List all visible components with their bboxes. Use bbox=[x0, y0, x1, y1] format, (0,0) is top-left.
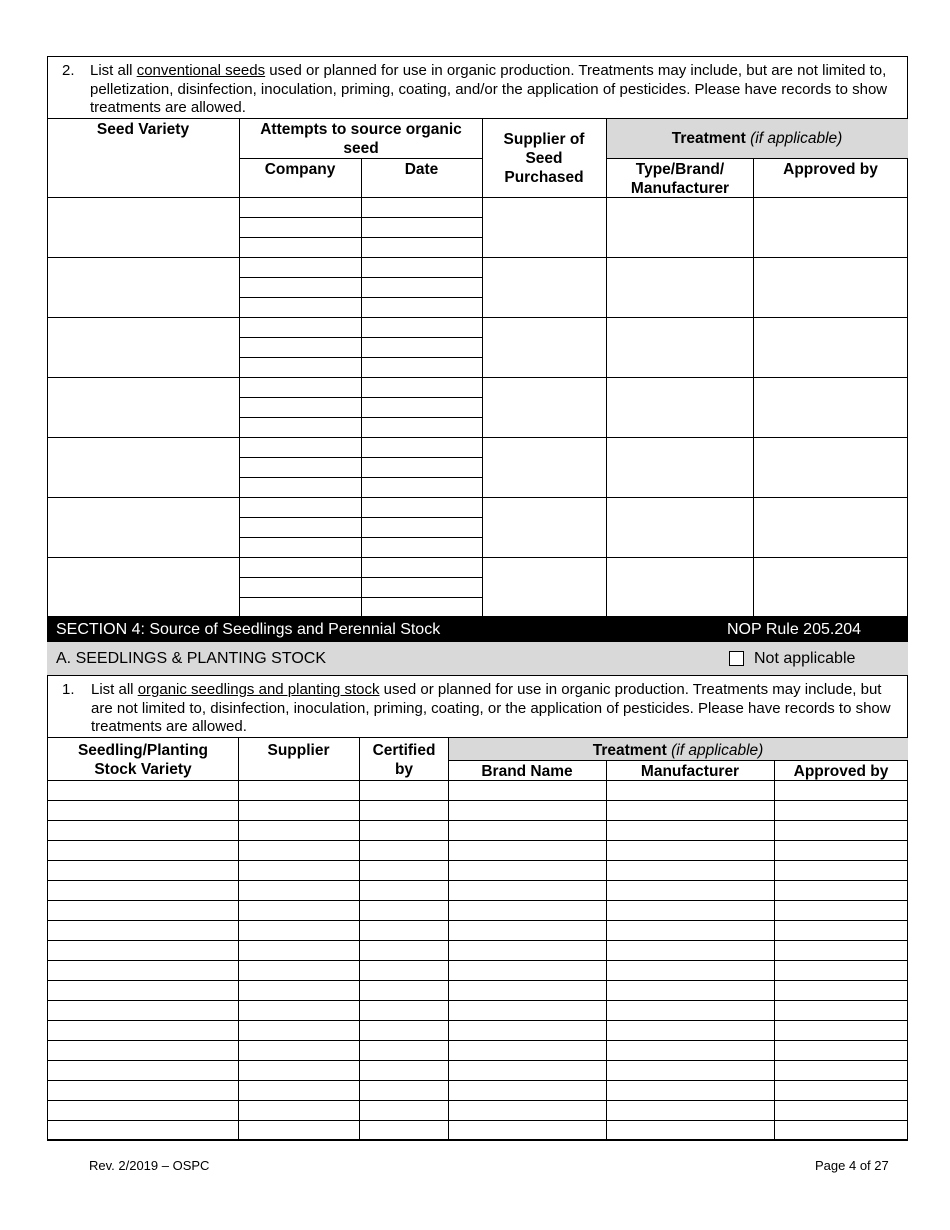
question-2-pre: List all bbox=[90, 62, 137, 79]
type-brand-field[interactable] bbox=[606, 377, 753, 437]
supplier-field[interactable] bbox=[238, 840, 359, 860]
col-approved-by: Approved by bbox=[783, 161, 878, 178]
question-1-number: 1. bbox=[62, 681, 75, 698]
supplier-field[interactable] bbox=[482, 317, 606, 377]
manufacturer-field[interactable] bbox=[606, 940, 774, 960]
manufacturer-field[interactable] bbox=[606, 800, 774, 820]
date-field[interactable] bbox=[361, 597, 482, 617]
column-line bbox=[774, 760, 775, 1140]
row-group-line bbox=[47, 557, 908, 558]
brand-name-field[interactable] bbox=[448, 820, 606, 840]
manufacturer-field[interactable] bbox=[606, 980, 774, 1000]
sub-row-line bbox=[239, 517, 482, 518]
type-brand-field[interactable] bbox=[606, 497, 753, 557]
certified-by-field[interactable] bbox=[359, 1020, 448, 1040]
approved-by-field[interactable] bbox=[753, 257, 908, 317]
question-1-underlined: organic seedlings and planting stock bbox=[137, 681, 380, 698]
brand-name-field[interactable] bbox=[448, 1100, 606, 1120]
column-line bbox=[448, 737, 449, 1140]
approved-by-field[interactable] bbox=[774, 1120, 908, 1140]
approved-by-field[interactable] bbox=[774, 980, 908, 1000]
date-field[interactable] bbox=[361, 457, 482, 477]
brand-name-field[interactable] bbox=[448, 1060, 606, 1080]
col-company: Company bbox=[264, 161, 336, 178]
section-4-bar bbox=[47, 616, 908, 642]
company-field[interactable] bbox=[239, 557, 361, 577]
sub-row-line bbox=[239, 337, 482, 338]
question-2-number: 2. bbox=[62, 62, 75, 79]
company-field[interactable] bbox=[239, 517, 361, 537]
question-2-text bbox=[90, 62, 895, 118]
question-1-text bbox=[91, 681, 897, 737]
manufacturer-field[interactable] bbox=[606, 1100, 774, 1120]
approved-by-field[interactable] bbox=[774, 900, 908, 920]
supplier-field[interactable] bbox=[482, 437, 606, 497]
variety-field[interactable] bbox=[47, 1040, 238, 1060]
company-field[interactable] bbox=[239, 217, 361, 237]
approved-by-field[interactable] bbox=[774, 840, 908, 860]
sub-row-line bbox=[239, 277, 482, 278]
approved-by-field[interactable] bbox=[753, 437, 908, 497]
date-field[interactable] bbox=[361, 317, 482, 337]
date-field[interactable] bbox=[361, 437, 482, 457]
company-field[interactable] bbox=[239, 357, 361, 377]
certified-by-field[interactable] bbox=[359, 940, 448, 960]
row-group-line bbox=[47, 437, 908, 438]
brand-name-field[interactable] bbox=[448, 920, 606, 940]
supplier-field[interactable] bbox=[238, 800, 359, 820]
variety-field[interactable] bbox=[47, 1120, 238, 1140]
company-field[interactable] bbox=[239, 397, 361, 417]
col-seedling-approved-by: Approved by bbox=[793, 763, 889, 780]
table-row-line bbox=[47, 1140, 908, 1141]
seed-variety-field[interactable] bbox=[47, 377, 239, 437]
seedling-treatment-note: (if applicable) bbox=[671, 742, 764, 759]
not-applicable-label: Not applicable bbox=[754, 650, 856, 667]
question-2-underlined: conventional seeds bbox=[136, 62, 266, 79]
supplier-field[interactable] bbox=[238, 1000, 359, 1020]
question-1-pre: List all bbox=[91, 681, 138, 698]
company-field[interactable] bbox=[239, 437, 361, 457]
supplier-field[interactable] bbox=[238, 1060, 359, 1080]
variety-field[interactable] bbox=[47, 860, 238, 880]
variety-field[interactable] bbox=[47, 1080, 238, 1100]
approved-by-field[interactable] bbox=[774, 1060, 908, 1080]
brand-name-field[interactable] bbox=[448, 1040, 606, 1060]
certified-by-field[interactable] bbox=[359, 1080, 448, 1100]
date-field[interactable] bbox=[361, 357, 482, 377]
certified-by-field[interactable] bbox=[359, 820, 448, 840]
supplier-field[interactable] bbox=[238, 1120, 359, 1140]
variety-field[interactable] bbox=[47, 980, 238, 1000]
sub-row-line bbox=[239, 217, 482, 218]
approved-by-field[interactable] bbox=[753, 197, 908, 257]
brand-name-field[interactable] bbox=[448, 880, 606, 900]
manufacturer-field[interactable] bbox=[606, 1080, 774, 1100]
question-1-post: used or planned for use in organic production. Treatments may include, but are not limited to, disinfection, inoculation, priming, coating, or the application of pesticides. Please have records to show treatments are allowed. bbox=[91, 681, 891, 735]
col-attempts-source: Attempts to source organic seed bbox=[260, 121, 462, 157]
date-field[interactable] bbox=[361, 397, 482, 417]
certified-by-field[interactable] bbox=[359, 800, 448, 820]
date-field[interactable] bbox=[361, 337, 482, 357]
manufacturer-field[interactable] bbox=[606, 900, 774, 920]
date-field[interactable] bbox=[361, 417, 482, 437]
certified-by-field[interactable] bbox=[359, 1120, 448, 1140]
supplier-field[interactable] bbox=[238, 780, 359, 800]
seed-variety-field[interactable] bbox=[47, 257, 239, 317]
manufacturer-field[interactable] bbox=[606, 1060, 774, 1080]
row-group-line bbox=[47, 257, 908, 258]
brand-name-field[interactable] bbox=[448, 840, 606, 860]
col-treatment bbox=[606, 129, 908, 148]
approved-by-field[interactable] bbox=[774, 1040, 908, 1060]
supplier-field[interactable] bbox=[238, 1020, 359, 1040]
brand-name-field[interactable] bbox=[448, 1020, 606, 1040]
sub-row-line bbox=[239, 417, 482, 418]
certified-by-field[interactable] bbox=[359, 840, 448, 860]
seed-variety-field[interactable] bbox=[47, 437, 239, 497]
certified-by-field[interactable] bbox=[359, 1060, 448, 1080]
approved-by-field[interactable] bbox=[774, 960, 908, 980]
variety-field[interactable] bbox=[47, 780, 238, 800]
certified-by-field[interactable] bbox=[359, 880, 448, 900]
column-line bbox=[606, 760, 607, 1140]
seedling-treatment-label: Treatment bbox=[592, 742, 667, 759]
date-field[interactable] bbox=[361, 217, 482, 237]
manufacturer-field[interactable] bbox=[606, 920, 774, 940]
approved-by-field[interactable] bbox=[774, 1020, 908, 1040]
section-4-rule: NOP Rule 205.204 bbox=[727, 621, 862, 638]
company-field[interactable] bbox=[239, 537, 361, 557]
company-field[interactable] bbox=[239, 277, 361, 297]
company-field[interactable] bbox=[239, 317, 361, 337]
variety-field[interactable] bbox=[47, 820, 238, 840]
company-field[interactable] bbox=[239, 457, 361, 477]
brand-name-field[interactable] bbox=[448, 860, 606, 880]
variety-field[interactable] bbox=[47, 960, 238, 980]
date-field[interactable] bbox=[361, 557, 482, 577]
variety-field[interactable] bbox=[47, 900, 238, 920]
footer-page-number: Page 4 of 27 bbox=[815, 1158, 889, 1173]
manufacturer-field[interactable] bbox=[606, 820, 774, 840]
type-brand-field[interactable] bbox=[606, 557, 753, 617]
treatment-note: (if applicable) bbox=[750, 130, 843, 147]
sub-row-line bbox=[239, 477, 482, 478]
brand-name-field[interactable] bbox=[448, 800, 606, 820]
supplier-field[interactable] bbox=[238, 960, 359, 980]
manufacturer-field[interactable] bbox=[606, 880, 774, 900]
sub-row-line bbox=[239, 577, 482, 578]
sub-row-line bbox=[239, 237, 482, 238]
supplier-field[interactable] bbox=[238, 880, 359, 900]
variety-field[interactable] bbox=[47, 1100, 238, 1120]
manufacturer-field[interactable] bbox=[606, 1120, 774, 1140]
variety-field[interactable] bbox=[47, 940, 238, 960]
approved-by-field[interactable] bbox=[774, 780, 908, 800]
approved-by-field[interactable] bbox=[774, 800, 908, 820]
certified-by-field[interactable] bbox=[359, 980, 448, 1000]
subsection-a-bar bbox=[47, 642, 908, 675]
company-field[interactable] bbox=[239, 257, 361, 277]
seed-variety-field[interactable] bbox=[47, 317, 239, 377]
manufacturer-field[interactable] bbox=[606, 860, 774, 880]
date-field[interactable] bbox=[361, 517, 482, 537]
col-seed-variety: Seed Variety bbox=[96, 121, 190, 138]
manufacturer-field[interactable] bbox=[606, 840, 774, 860]
approved-by-field[interactable] bbox=[774, 820, 908, 840]
supplier-field[interactable] bbox=[238, 1080, 359, 1100]
supplier-field[interactable] bbox=[238, 1100, 359, 1120]
col-seedling-supplier: Supplier bbox=[267, 742, 330, 759]
subsection-a-title: A. SEEDLINGS & PLANTING STOCK bbox=[56, 650, 326, 667]
company-field[interactable] bbox=[239, 197, 361, 217]
brand-name-field[interactable] bbox=[448, 1120, 606, 1140]
variety-field[interactable] bbox=[47, 800, 238, 820]
date-field[interactable] bbox=[361, 237, 482, 257]
variety-field[interactable] bbox=[47, 920, 238, 940]
date-field[interactable] bbox=[361, 497, 482, 517]
company-field[interactable] bbox=[239, 497, 361, 517]
col-certified-by: Certified by bbox=[372, 742, 436, 778]
seed-variety-field[interactable] bbox=[47, 557, 239, 617]
type-brand-field[interactable] bbox=[606, 197, 753, 257]
approved-by-field[interactable] bbox=[774, 880, 908, 900]
supplier-field[interactable] bbox=[238, 920, 359, 940]
manufacturer-field[interactable] bbox=[606, 960, 774, 980]
supplier-field[interactable] bbox=[238, 860, 359, 880]
col-supplier-of-seed: Supplier of Seed Purchased bbox=[503, 131, 585, 186]
certified-by-field[interactable] bbox=[359, 1000, 448, 1020]
question-2-post: used or planned for use in organic production. Treatments may include, but are not limited to, pelletization, disinfection, inoculation, priming, coating, and/or the application of pesticides. Please have records to show treatments are allowed. bbox=[90, 62, 888, 116]
manufacturer-field[interactable] bbox=[606, 780, 774, 800]
supplier-field[interactable] bbox=[238, 820, 359, 840]
supplier-field[interactable] bbox=[482, 257, 606, 317]
approved-by-field[interactable] bbox=[774, 1100, 908, 1120]
sub-row-line bbox=[239, 297, 482, 298]
approved-by-field[interactable] bbox=[774, 860, 908, 880]
row-group-line bbox=[47, 317, 908, 318]
supplier-field[interactable] bbox=[482, 377, 606, 437]
col-seedling-variety: Seedling/Planting Stock Variety bbox=[77, 742, 209, 778]
certified-by-field[interactable] bbox=[359, 900, 448, 920]
brand-name-field[interactable] bbox=[448, 980, 606, 1000]
approved-by-field[interactable] bbox=[774, 1080, 908, 1100]
col-brand-name: Brand Name bbox=[481, 763, 573, 780]
certified-by-field[interactable] bbox=[359, 920, 448, 940]
brand-name-field[interactable] bbox=[448, 1080, 606, 1100]
approved-by-field[interactable] bbox=[753, 497, 908, 557]
seed-variety-field[interactable] bbox=[47, 497, 239, 557]
certified-by-field[interactable] bbox=[359, 780, 448, 800]
sub-row-line bbox=[239, 357, 482, 358]
manufacturer-field[interactable] bbox=[606, 1020, 774, 1040]
seed-variety-field[interactable] bbox=[47, 197, 239, 257]
type-brand-field[interactable] bbox=[606, 437, 753, 497]
column-line bbox=[238, 737, 239, 1140]
supplier-field[interactable] bbox=[238, 900, 359, 920]
manufacturer-field[interactable] bbox=[606, 1000, 774, 1020]
supplier-field[interactable] bbox=[238, 940, 359, 960]
col-manufacturer: Manufacturer bbox=[640, 763, 740, 780]
variety-field[interactable] bbox=[47, 880, 238, 900]
brand-name-field[interactable] bbox=[448, 780, 606, 800]
supplier-field[interactable] bbox=[238, 980, 359, 1000]
brand-name-field[interactable] bbox=[448, 900, 606, 920]
section-4-title: SECTION 4: Source of Seedlings and Perennial Stock bbox=[56, 621, 441, 638]
col-seedling-treatment bbox=[448, 741, 908, 760]
approved-by-field[interactable] bbox=[753, 557, 908, 617]
approved-by-field[interactable] bbox=[753, 377, 908, 437]
approved-by-field[interactable] bbox=[753, 317, 908, 377]
company-field[interactable] bbox=[239, 297, 361, 317]
sub-row-line bbox=[239, 537, 482, 538]
row-group-line bbox=[47, 497, 908, 498]
type-brand-field[interactable] bbox=[606, 317, 753, 377]
treatment-label: Treatment bbox=[671, 130, 746, 147]
company-field[interactable] bbox=[239, 417, 361, 437]
company-field[interactable] bbox=[239, 477, 361, 497]
manufacturer-field[interactable] bbox=[606, 1040, 774, 1060]
company-field[interactable] bbox=[239, 577, 361, 597]
variety-field[interactable] bbox=[47, 1060, 238, 1080]
supplier-field[interactable] bbox=[482, 497, 606, 557]
sub-row-line bbox=[239, 397, 482, 398]
approved-by-field[interactable] bbox=[774, 920, 908, 940]
certified-by-field[interactable] bbox=[359, 1040, 448, 1060]
supplier-field[interactable] bbox=[482, 557, 606, 617]
sub-row-line bbox=[239, 597, 482, 598]
column-line bbox=[359, 737, 360, 1140]
not-applicable-checkbox[interactable] bbox=[729, 651, 744, 666]
date-field[interactable] bbox=[361, 257, 482, 277]
certified-by-field[interactable] bbox=[359, 1100, 448, 1120]
certified-by-field[interactable] bbox=[359, 860, 448, 880]
date-field[interactable] bbox=[361, 277, 482, 297]
company-field[interactable] bbox=[239, 237, 361, 257]
col-date: Date bbox=[404, 161, 439, 178]
variety-field[interactable] bbox=[47, 840, 238, 860]
date-field[interactable] bbox=[361, 577, 482, 597]
brand-name-field[interactable] bbox=[448, 960, 606, 980]
supplier-field[interactable] bbox=[238, 1040, 359, 1060]
variety-field[interactable] bbox=[47, 1000, 238, 1020]
brand-name-field[interactable] bbox=[448, 1000, 606, 1020]
date-field[interactable] bbox=[361, 477, 482, 497]
date-field[interactable] bbox=[361, 297, 482, 317]
approved-by-field[interactable] bbox=[774, 940, 908, 960]
variety-field[interactable] bbox=[47, 1020, 238, 1040]
col-type-brand-manufacturer: Type/Brand/ Manufacturer bbox=[630, 161, 730, 197]
type-brand-field[interactable] bbox=[606, 257, 753, 317]
sub-row-line bbox=[239, 457, 482, 458]
approved-by-field[interactable] bbox=[774, 1000, 908, 1020]
row-group-line bbox=[47, 377, 908, 378]
date-field[interactable] bbox=[361, 377, 482, 397]
date-field[interactable] bbox=[361, 537, 482, 557]
date-field[interactable] bbox=[361, 197, 482, 217]
company-field[interactable] bbox=[239, 597, 361, 617]
company-field[interactable] bbox=[239, 337, 361, 357]
footer-revision: Rev. 2/2019 – OSPC bbox=[89, 1158, 210, 1173]
supplier-field[interactable] bbox=[482, 197, 606, 257]
company-field[interactable] bbox=[239, 377, 361, 397]
certified-by-field[interactable] bbox=[359, 960, 448, 980]
brand-name-field[interactable] bbox=[448, 940, 606, 960]
